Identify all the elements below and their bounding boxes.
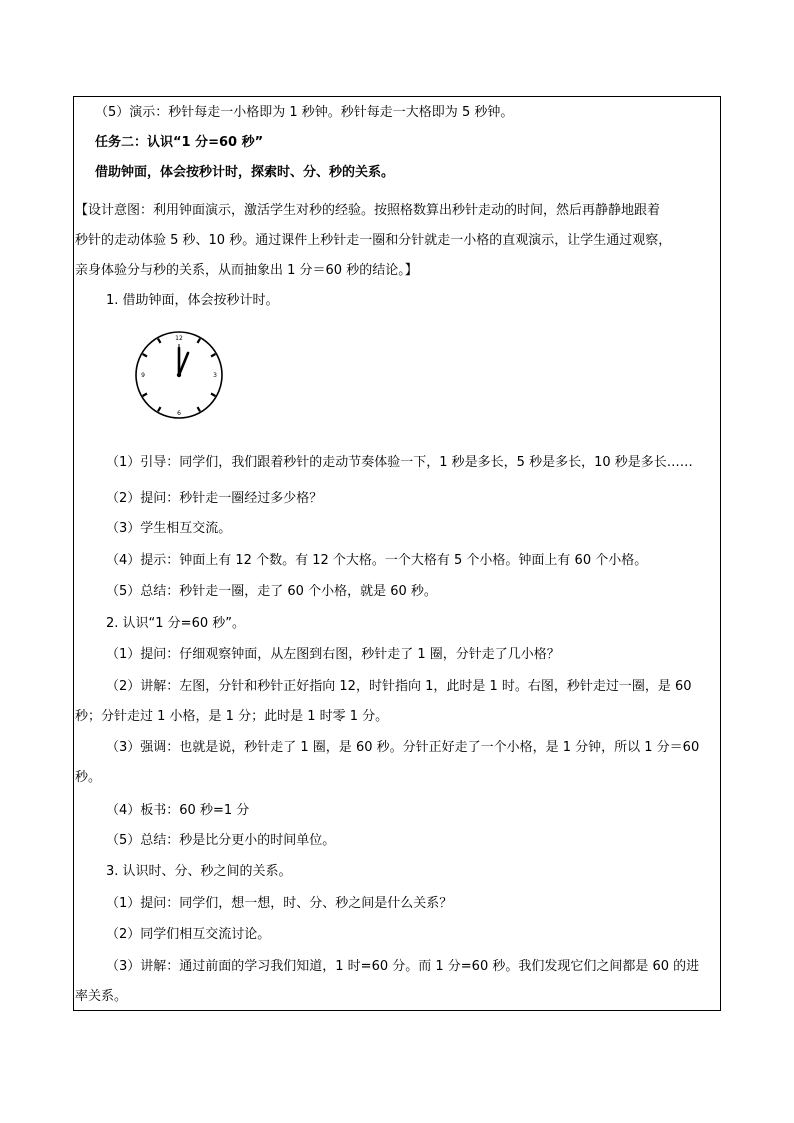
text-line: （2）讲解：左图，分针和秒针正好指向 12，时针指向 1，此时是 1 时。右图，秒针走过一圈，是 60 xyxy=(106,679,692,694)
clock-hour-tick xyxy=(198,339,201,343)
text-line: （3）讲解：通过前面的学习我们知道，1 时=60 分。而 1 分=60 秒。我们发现它们之间都是 60 的进 xyxy=(106,959,700,974)
section-heading: 1. 借助钟面，体会按秒计时。 xyxy=(106,293,279,308)
text-line: 率关系。 xyxy=(75,989,128,1004)
clock-hour-tick xyxy=(211,354,215,357)
text-line: （4）板书：60 秒=1 分 xyxy=(106,803,250,818)
clock-numeral-9: 9 xyxy=(141,372,145,379)
text-line: （5）总结：秒是比分更小的时间单位。 xyxy=(106,833,336,848)
text-line: （1）提问：仔细观察钟面，从左图到右图，秒针走了 1 圈，分针走了几小格？ xyxy=(106,647,560,662)
design-intent-line: 【设计意图：利用钟面演示，激活学生对秒的经验。按照格数算出秒针走动的时间，然后再静静地跟着 xyxy=(75,203,661,218)
text-line: （1）引导：同学们，我们跟着秒针的走动节奏体验一下，1 秒是多长，5 秒是多长，10 秒是多长…… xyxy=(106,455,693,470)
section-heading: 3. 认识时、分、秒之间的关系。 xyxy=(106,864,292,879)
clock-hour-tick xyxy=(143,394,147,397)
section-heading: 2. 认识“1 分=60 秒”。 xyxy=(106,616,245,631)
design-intent-line: 亲身体验分与秒的关系，从而抽象出 1 分＝60 秒的结论。】 xyxy=(75,263,418,278)
text-line: （4）提示：钟面上有 12 个数。有 12 个大格。一个大格有 5 个小格。钟面上有 60 个小格。 xyxy=(106,553,648,568)
text-line: （3）学生相互交流。 xyxy=(106,521,232,536)
clock-hour-tick xyxy=(211,394,215,397)
clock-numeral-3: 3 xyxy=(213,372,217,379)
clock-center-pin xyxy=(177,373,181,377)
task-subheading: 借助钟面，体会按秒计时，探索时、分、秒的关系。 xyxy=(95,165,395,180)
clock-hour-hand xyxy=(179,353,188,375)
clock-numeral-6: 6 xyxy=(177,410,181,417)
clock-hour-tick xyxy=(143,354,147,357)
text-line: 秒；分针走过 1 小格，是 1 分；此时是 1 时零 1 分。 xyxy=(75,709,389,724)
clock-hour-tick xyxy=(158,407,161,411)
clock-figure xyxy=(133,329,225,421)
text-line: （3）强调：也就是说，秒针走了 1 圈，是 60 秒。分针正好走了一个小格，是 1 分钟，所以 1 分＝60 xyxy=(106,740,700,755)
clock-hour-tick xyxy=(198,407,201,411)
text-line: 秒。 xyxy=(75,770,102,785)
text-line: （5）总结：秒针走一圈，走了 60 个小格，就是 60 秒。 xyxy=(106,584,437,599)
text-line: （5）演示：秒针每走一小格即为 1 秒钟。秒针每走一大格即为 5 秒钟。 xyxy=(95,105,514,120)
task-heading: 任务二：认识“1 分=60 秒” xyxy=(95,135,264,150)
text-line: （2）提问：秒针走一圈经过多少格？ xyxy=(106,491,323,506)
design-intent-line: 秒针的走动体验 5 秒、10 秒。通过课件上秒针走一圈和分针就走一小格的直观演示，让学生通过观察， xyxy=(75,233,672,248)
clock-numeral-12: 12 xyxy=(175,335,183,342)
text-line: （1）提问：同学们，想一想，时、分、秒之间是什么关系？ xyxy=(106,896,453,911)
text-line: （2）同学们相互交流讨论。 xyxy=(106,927,271,942)
clock-hour-tick xyxy=(158,339,161,343)
